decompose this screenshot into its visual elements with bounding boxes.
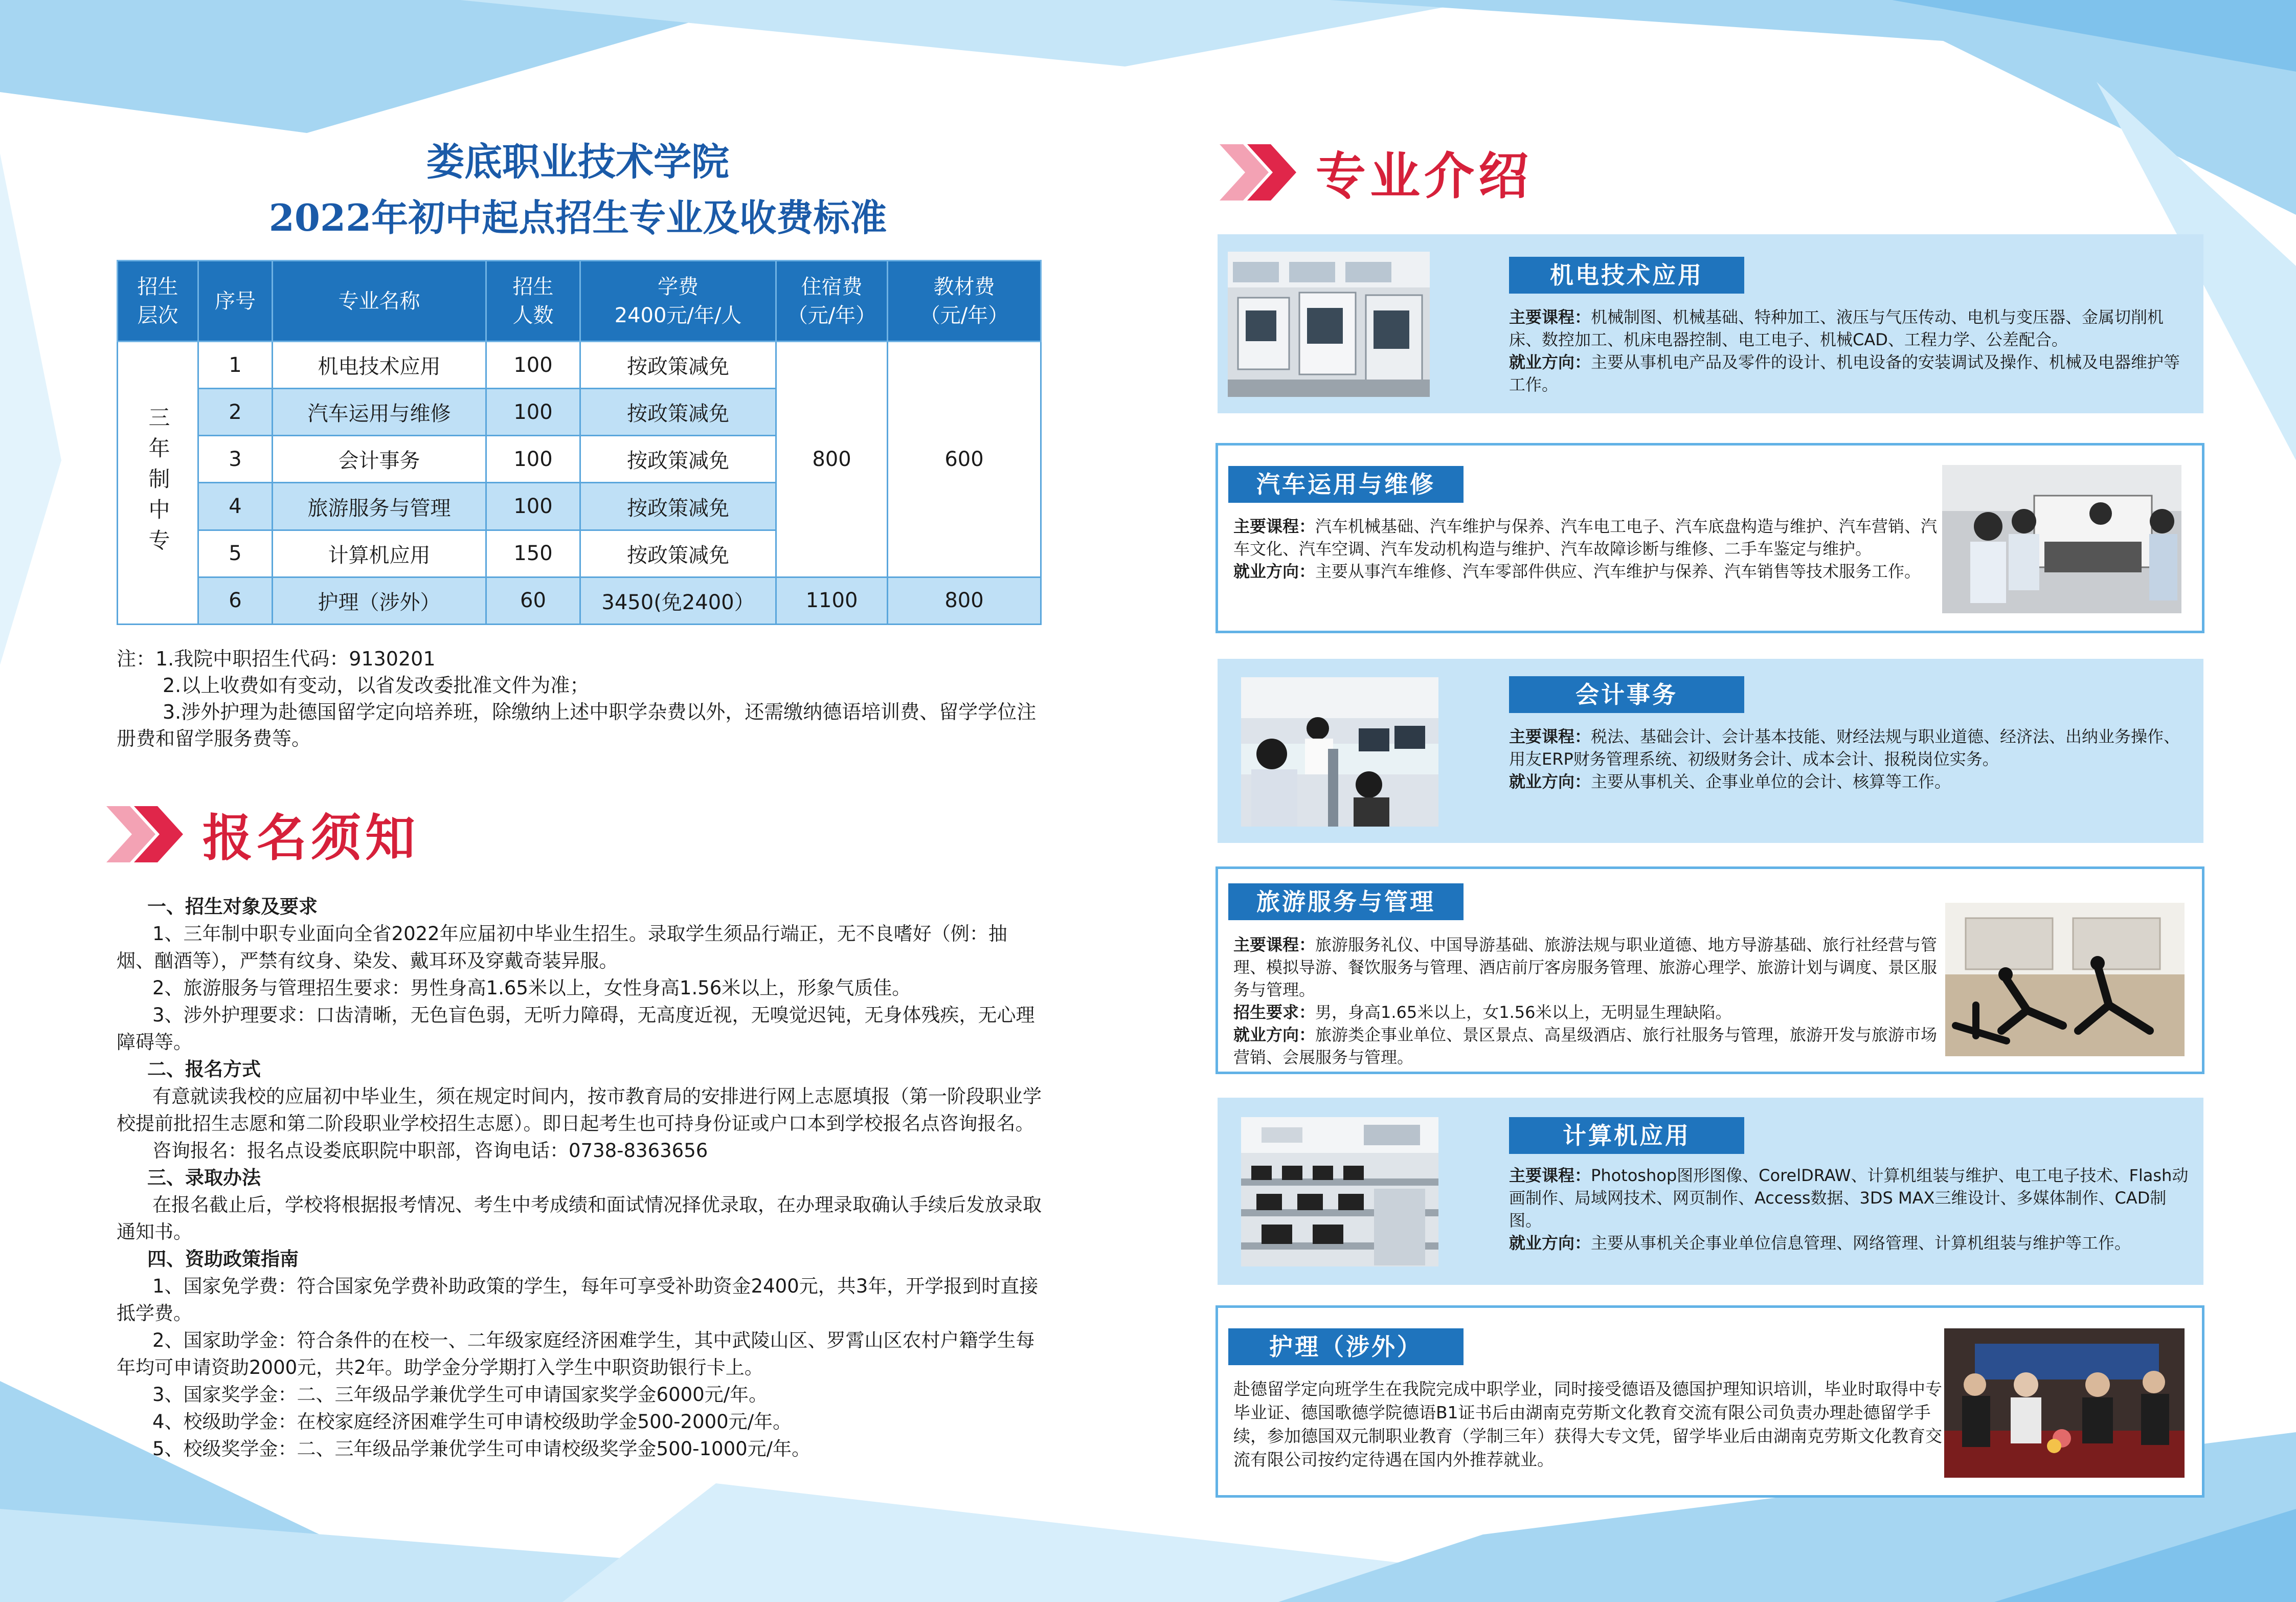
- major-description: 主要课程：汽车机械基础、汽车维护与保养、汽车电工电子、汽车底盘构造与维护、汽车营销、汽车文化、汽车空调、汽车发动机构造与维护、汽车故障诊断与维修、二手车鉴定与维护。 就业方向：主要从事汽车维修、汽车零部件供应、汽车维护与保养、汽车销售等技术服务工作。: [1233, 517, 1938, 581]
- reg-heading: 三、录取办法: [147, 1167, 261, 1189]
- registration-header: [106, 798, 419, 870]
- level-cell: 三年制中专: [118, 342, 198, 625]
- reg-heading: 四、资助政策指南: [147, 1248, 299, 1270]
- major-card-tourism: [1215, 866, 2204, 1074]
- major-card-mechatronics: [1218, 234, 2203, 413]
- row-quota: 100: [486, 342, 580, 389]
- reg-paragraph: 2、旅游服务与管理招生要求：男性身高1.65米以上，女性身高1.56米以上，形象气质佳。: [152, 977, 911, 999]
- reg-paragraph: 1、三年制中职专业面向全省2022年应届初中毕业生招生。录取学生须品行端正，无不良嗜好（例：抽烟、酗酒等），严禁有纹身、染发、戴耳环及穿戴奇装异服。: [117, 923, 1007, 972]
- reg-paragraph: 1、国家免学费：符合国家免学费补助政策的学生，每年可享受补助资金2400元，共3年，开学报到时直接抵学费。: [117, 1275, 1039, 1324]
- table-row: [118, 577, 1041, 624]
- major-card-automotive: [1215, 443, 2204, 633]
- admission-title: 2022年初中起点招生专业及收费标准: [268, 196, 887, 239]
- registration-body: [117, 893, 1043, 1462]
- major-card-accounting: [1218, 659, 2203, 843]
- right-page: [1148, 0, 2296, 1602]
- accounting-class-photo: [1241, 677, 1438, 827]
- major-title: 旅游服务与管理: [1228, 883, 1464, 920]
- row-fee: 按政策减免: [580, 530, 776, 577]
- major-title: 汽车运用与维修: [1228, 466, 1464, 503]
- major-description: 主要课程：Photoshop图形图像、CorelDRAW、计算机组装与维护、电工电子技术、Flash动画制作、局域网技术、网页制作、Access数据、3DS MAX三维设计、多媒体制作、CAD制图。 就业方向：主要从事机关企事业单位信息管理、网络管理、计算机组装与维护等工作。: [1509, 1166, 2189, 1253]
- reg-paragraph: 有意就读我校的应届初中毕业生，须在规定时间内，按市教育局的安排进行网上志愿填报（第一阶段职业学校提前批招生志愿和第二阶段职业学校招生志愿）。即日起考生也可持身份证或户口本到学校报名点咨询报名。: [117, 1085, 1042, 1134]
- row-major: 汽车运用与维修: [273, 389, 486, 436]
- header-books: 教材费 （元/年）: [888, 261, 1041, 342]
- row-quota: 60: [486, 577, 580, 624]
- reg-heading: 一、招生对象及要求: [147, 896, 318, 918]
- reg-heading: 二、报名方式: [147, 1058, 261, 1080]
- row-lodging: 1100: [776, 577, 888, 624]
- row-quota: 100: [486, 483, 580, 530]
- row-no: 6: [198, 577, 273, 624]
- major-title: 护理（涉外）: [1228, 1328, 1464, 1365]
- car-repair-photo: [1942, 465, 2181, 613]
- books-merged-cell: 600: [888, 342, 1041, 577]
- header-level: 招生 层次: [118, 261, 198, 342]
- reg-paragraph: 咨询报名：报名点设娄底职院中职部，咨询电话：0738-8363656: [152, 1140, 708, 1162]
- row-quota: 100: [486, 389, 580, 436]
- major-title: 会计事务: [1509, 676, 1744, 713]
- reg-paragraph: 4、校级助学金：在校家庭经济困难学生可申请校级助学金500-2000元/年。: [152, 1411, 792, 1433]
- major-title: 计算机应用: [1509, 1117, 1744, 1154]
- double-chevron-icon: [106, 806, 188, 862]
- majors-title: 专业介绍: [1316, 147, 1533, 206]
- row-fee: 按政策减免: [580, 483, 776, 530]
- double-chevron-icon: [1220, 144, 1301, 201]
- workshop-photo: [1228, 252, 1430, 397]
- reg-paragraph: 5、校级奖学金：二、三年级品学兼优学生可申请校级奖学金500-1000元/年。: [152, 1438, 811, 1460]
- reg-paragraph: 3、国家奖学金：二、三年级品学兼优学生可申请国家奖学金6000元/年。: [152, 1384, 768, 1406]
- reg-paragraph: 3、涉外护理要求：口齿清晰，无色盲色弱，无听力障碍，无高度近视，无嗅觉迟钝，无身体残疾，无心理障碍等。: [117, 1004, 1035, 1053]
- dance-training-photo: [1945, 903, 2185, 1056]
- row-fee: 按政策减免: [580, 436, 776, 483]
- major-card-computer: [1218, 1098, 2203, 1285]
- row-major: 会计事务: [273, 436, 486, 483]
- row-major: 计算机应用: [273, 530, 486, 577]
- header-no: 序号: [198, 261, 273, 342]
- row-no: 1: [198, 342, 273, 389]
- note-line: 2.以上收费如有变动，以省发改委批准文件为准；: [163, 674, 590, 697]
- major-description: 主要课程：机械制图、机械基础、特种加工、液压与气压传动、电机与变压器、金属切削机床、数控加工、机床电器控制、电工电子、机械CAD、工程力学、公差配合。 就业方向：主要从事机电产品及零件的设计、机电设备的安装调试及操作、机械及电器维护等工作。: [1509, 307, 2180, 394]
- school-name-title: 娄底职业技术学院: [426, 140, 729, 184]
- reg-paragraph: 在报名截止后，学校将根据报考情况、考生中考成绩和面试情况择优录取，在办理录取确认手续后发放录取通知书。: [117, 1194, 1042, 1243]
- reg-paragraph: 2、国家助学金：符合条件的在校一、二年级家庭经济困难学生，其中武陵山区、罗霄山区农村户籍学生每年均可申请资助2000元，共2年。助学金分学期打入学生中职资助银行卡上。: [117, 1329, 1035, 1378]
- major-description: 主要课程：税法、基础会计、会计基本技能、财经法规与职业道德、经济法、出纳业务操作、用友ERP财务管理系统、初级财务会计、成本会计、报税岗位实务。 就业方向：主要从事机关、企事业单位的会计、核算等工作。: [1509, 727, 2180, 791]
- row-no: 2: [198, 389, 273, 436]
- note-line: 注：1.我院中职招生代码：9130201: [117, 648, 436, 670]
- header-quota: 招生 人数: [486, 261, 580, 342]
- row-major: 机电技术应用: [273, 342, 486, 389]
- row-fee: 按政策减免: [580, 389, 776, 436]
- computer-lab-photo: [1241, 1117, 1438, 1266]
- row-quota: 150: [486, 530, 580, 577]
- fee-notes: [117, 646, 1047, 752]
- majors-header: [1220, 136, 1533, 208]
- row-books: 800: [888, 577, 1041, 624]
- header-lodging: 住宿费 （元/年）: [776, 261, 888, 342]
- major-description: 赴德留学定向班学生在我院完成中职学业，同时接受德语及德国护理知识培训，毕业时取得中专毕业证、德国歌德学院德语B1证书后由湖南克劳斯文化教育交流有限公司负责办理赴德留学手续，参加德国双元制职业教育（学制三年）获得大专文凭，留学毕业后由湖南克劳斯文化教育交流有限公司按约定待遇在国内外推荐就业。: [1233, 1379, 1942, 1470]
- major-description: 主要课程：旅游服务礼仪、中国导游基础、旅游法规与职业道德、地方导游基础、旅行社经营与管理、模拟导游、餐饮服务与管理、酒店前厅客房服务管理、旅游心理学、旅游计划与调度、景区服务与管理。 招生要求：男，身高1.65米以上，女1.56米以上，无明显生理缺陷。 就业方向：旅游类企事业单位、景区景点、高星级酒店、旅行社服务与管理，旅游开发与旅游市场营销、会展服务与管理。: [1233, 935, 1938, 1067]
- row-no: 4: [198, 483, 273, 530]
- header-tuition: 学费 2400元/年/人: [580, 261, 776, 342]
- note-line: 3.涉外护理为赴德国留学定向培养班，除缴纳上述中职学杂费以外，还需缴纳德语培训费、留学学位注册费和留学服务费等。: [117, 701, 1037, 750]
- signing-ceremony-photo: [1944, 1328, 2185, 1478]
- fee-table: [117, 260, 1042, 625]
- header-major: 专业名称: [273, 261, 486, 342]
- lodging-merged-cell: 800: [776, 342, 888, 577]
- major-card-nursing: [1215, 1305, 2204, 1498]
- row-no: 3: [198, 436, 273, 483]
- major-title: 机电技术应用: [1509, 257, 1744, 294]
- table-row: [118, 342, 1041, 389]
- row-fee: 3450(免2400）: [580, 577, 776, 624]
- row-quota: 100: [486, 436, 580, 483]
- row-no: 5: [198, 530, 273, 577]
- row-major: 旅游服务与管理: [273, 483, 486, 530]
- registration-title: 报名须知: [202, 809, 420, 867]
- row-fee: 按政策减免: [580, 342, 776, 389]
- row-major: 护理（涉外）: [273, 577, 486, 624]
